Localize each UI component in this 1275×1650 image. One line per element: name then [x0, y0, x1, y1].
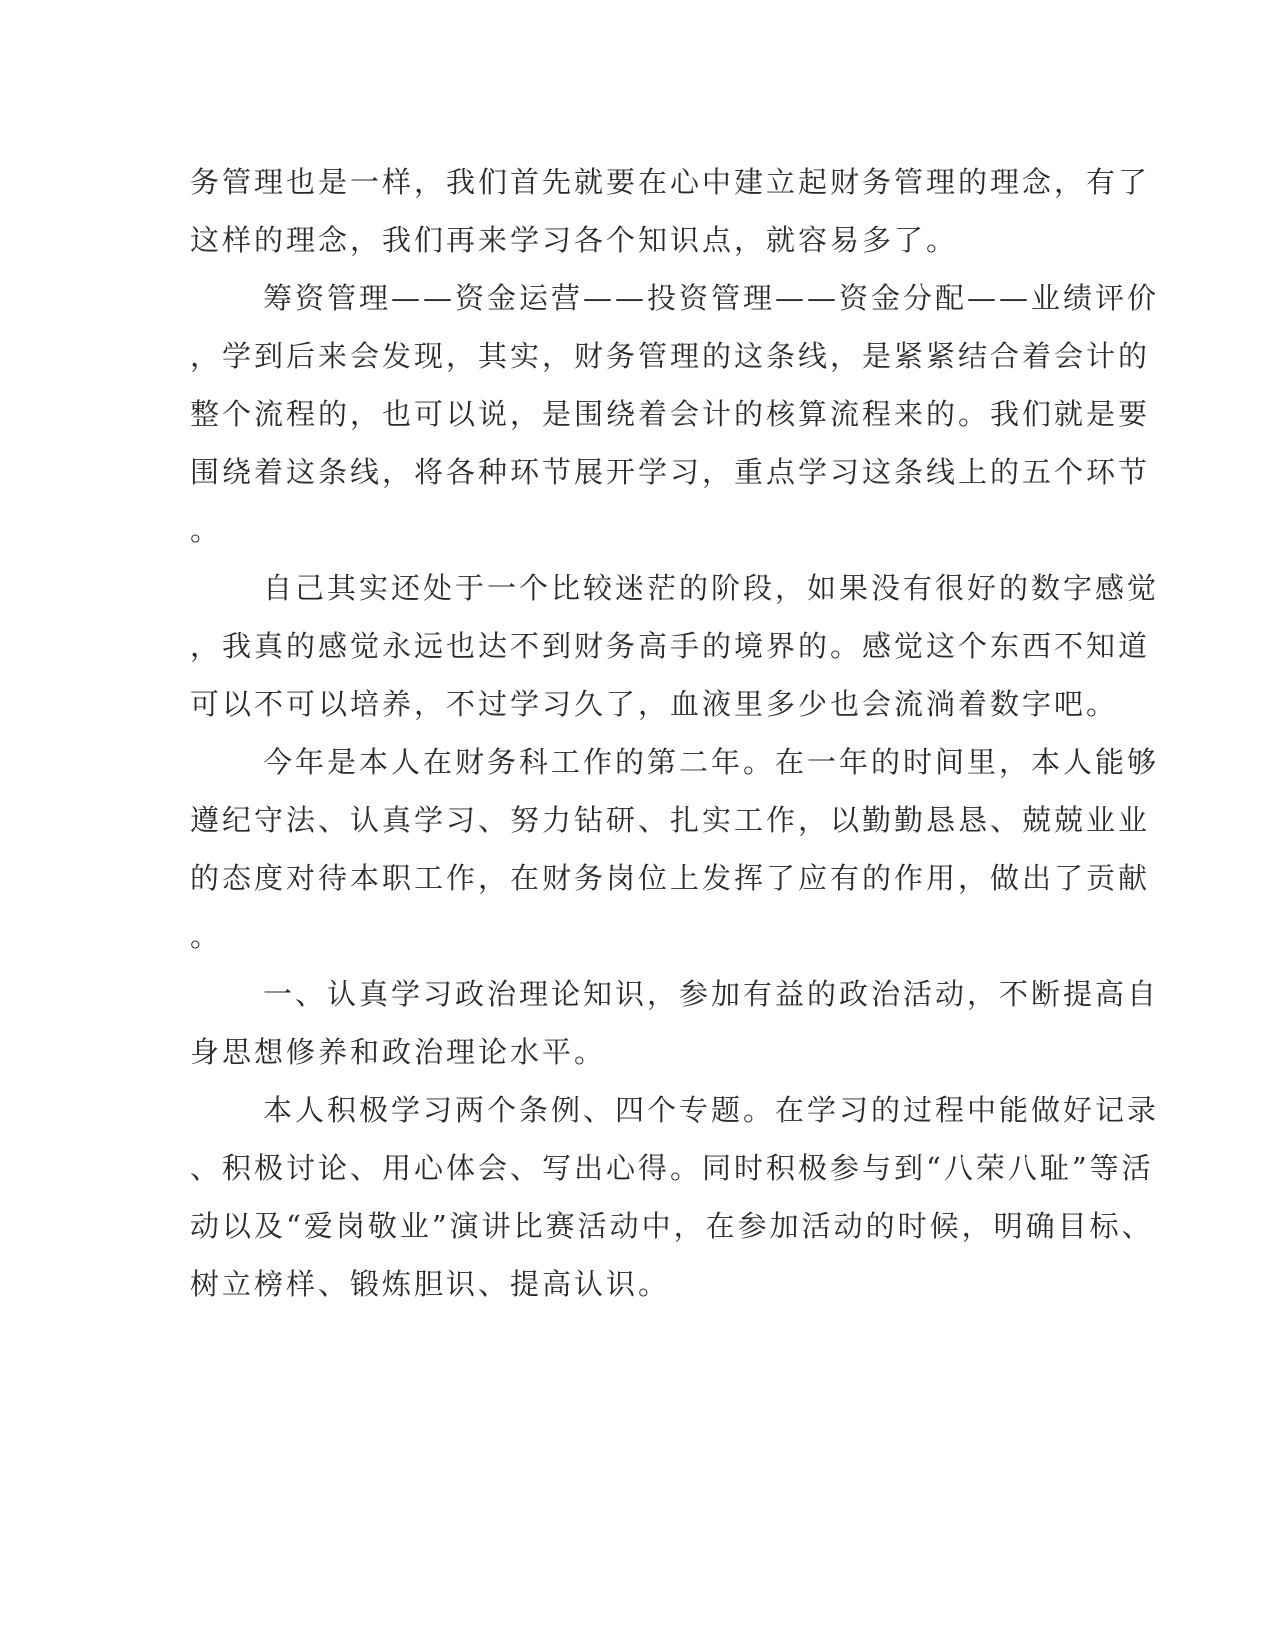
text-line: 动以及“爱岗敬业”演讲比赛活动中，在参加活动的时候，明确目标、 [190, 1209, 1154, 1243]
text-line: 的态度对待本职工作，在财务岗位上发挥了应有的作用，做出了贡献 [190, 861, 1151, 895]
paragraph-start-line: 一、认真学习政治理论知识，参加有益的政治活动，不断提高自 [263, 977, 1160, 1011]
text-line: 围绕着这条线，将各种环节展开学习，重点学习这条线上的五个环节 [190, 455, 1151, 489]
paragraph-start-line: 筹资管理——资金运营——投资管理——资金分配——业绩评价 [263, 281, 1160, 315]
paragraph-start-line: 自己其实还处于一个比较迷茫的阶段，如果没有很好的数字感觉 [263, 571, 1160, 605]
paragraph-start-line: 本人积极学习两个条例、四个专题。在学习的过程中能做好记录 [263, 1093, 1160, 1127]
text-line: 遵纪守法、认真学习、努力钻研、扎实工作，以勤勤恳恳、兢兢业业 [190, 803, 1151, 837]
text-line: 整个流程的，也可以说，是围绕着会计的核算流程来的。我们就是要 [190, 397, 1151, 431]
text-line: 树立榜样、锻炼胆识、提高认识。 [190, 1267, 671, 1301]
text-line: ，我真的感觉永远也达不到财务高手的境界的。感觉这个东西不知道 [190, 629, 1151, 663]
text-line: 。 [190, 919, 223, 953]
text-line: 。 [190, 513, 223, 547]
text-line: 、积极讨论、用心体会、写出心得。同时积极参与到“八荣八耻”等活 [190, 1151, 1154, 1185]
text-line: ，学到后来会发现，其实，财务管理的这条线，是紧紧结合着会计的 [190, 339, 1151, 373]
text-line: 可以不可以培养，不过学习久了，血液里多少也会流淌着数字吧。 [190, 687, 1119, 721]
text-line: 务管理也是一样，我们首先就要在心中建立起财务管理的理念，有了 [190, 165, 1151, 199]
text-line: 身思想修养和政治理论水平。 [190, 1035, 607, 1069]
text-line: 这样的理念，我们再来学习各个知识点，就容易多了。 [190, 223, 959, 257]
paragraph-start-line: 今年是本人在财务科工作的第二年。在一年的时间里，本人能够 [263, 745, 1160, 779]
